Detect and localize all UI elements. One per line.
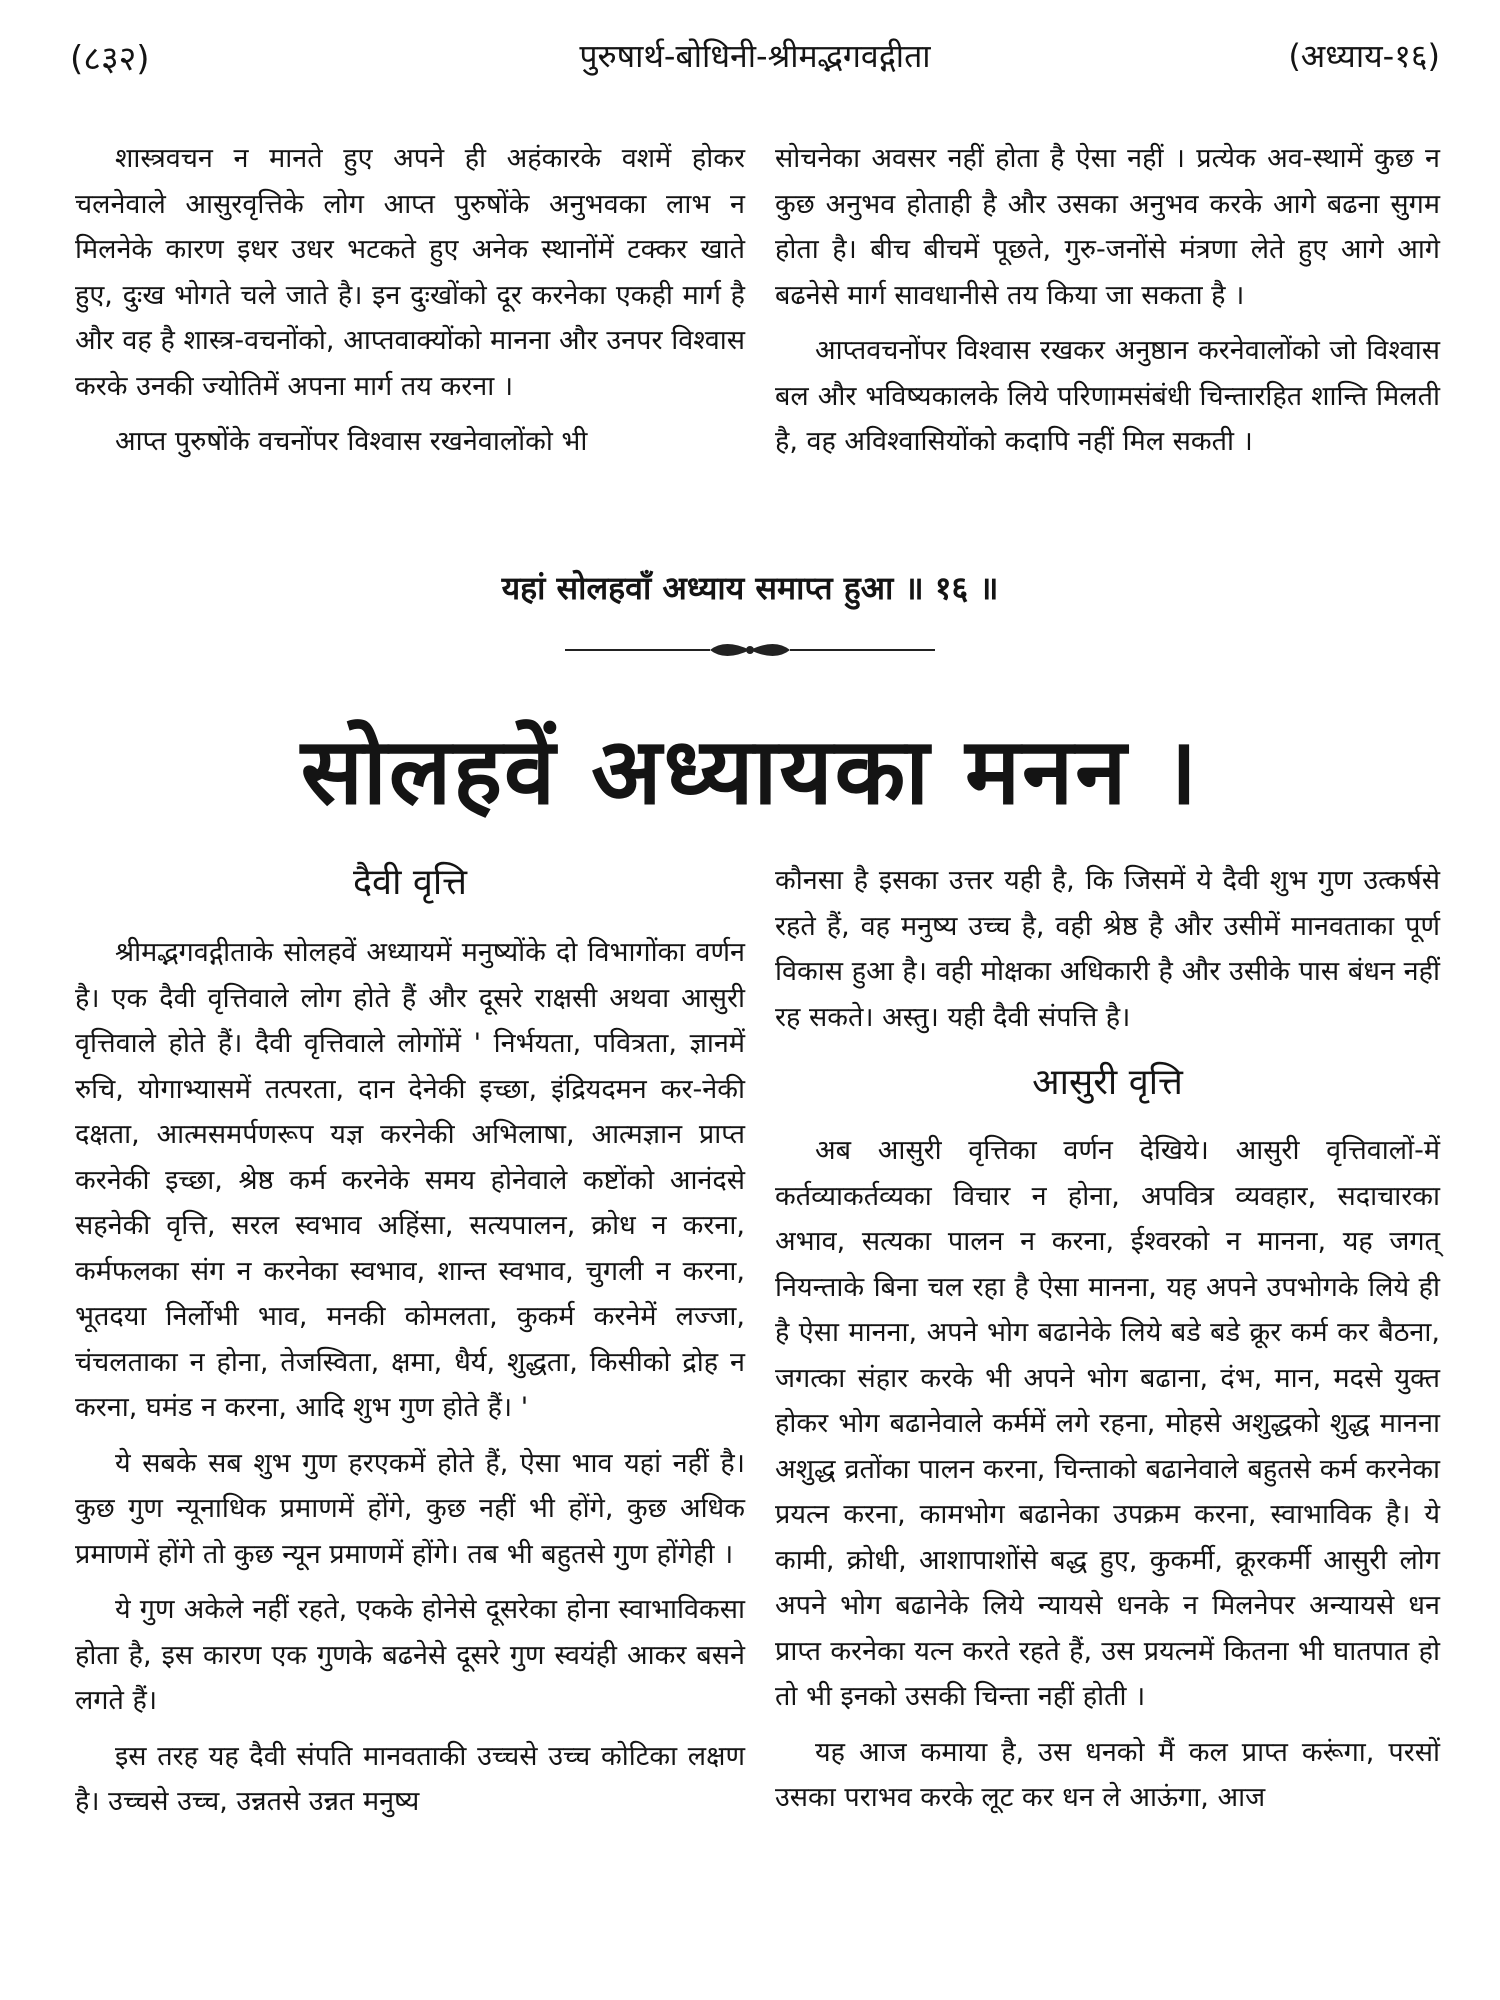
paragraph: आप्त पुरुषोंके वचनोंपर विश्वास रखनेवालोंको भी [115, 426, 588, 457]
paragraph: ये सबके सब शुभ गुण हरएकमें होते हैं, ऐसा भाव यहां नहीं है। कुछ गुण न्यूनाधिक प्रमाणमें होंगे, कुछ नहीं भी होंगे, कुछ अधिक प्रमाणमें होंगे तो कुछ न्यून प्रमाणमें होंगे। तब भी बहुतसे गुण होंगेही । [75, 1447, 745, 1570]
chapter-reference: (अध्याय-१६) [1288, 37, 1440, 75]
paragraph: शास्त्रवचन न मानते हुए अपने ही अहंकारके वशमें होकर चलनेवाले आसुरवृत्तिके लोग आप्त पुरुषोंके अनुभवका लाभ न मिलनेके कारण इधर उधर भटकते हुए अनेक स्थानोंमें टक्कर खाते हुए, दुःख भोगते चले जाते है। इन दुःखोंको दूर करनेका एकही मार्ग है और वह है शास्त्र-वचनोंको, आप्तवाक्योंको मानना और उनपर विश्वास करके उनकी ज्योतिमें अपना मार्ग तय करना । [75, 143, 745, 402]
page-header [70, 34, 1440, 84]
paragraph: ये गुण अकेले नहीं रहते, एकके होनेसे दूसरेका होना स्वाभाविकसा होता है, इस कारण एक गुणके बढनेसे दूसरे गुण स्वयंही आकर बसने लगते हैं। [75, 1594, 745, 1716]
paragraph: श्रीमद्भगवद्गीताके सोलहवें अध्यायमें मनुष्योंके दो विभागोंका वर्णन है। एक दैवी वृत्तिवाले लोग होते हैं और दूसरे राक्षसी अथवा आसुरी वृत्तिवाले होते हैं। दैवी वृत्तिवाले लोगोंमें ' निर्भयता, पवित्रता, ज्ञानमें रुचि, योगाभ्यासमें तत्परता, दान देनेकी इच्छा, इंद्रियदमन कर-नेकी दक्षता, आत्मसमर्पणरूप यज्ञ करनेकी अभिलाषा, आत्मज्ञान प्राप्त करनेकी इच्छा, श्रेष्ठ कर्म करनेके समय होनेवाले कष्टोंको आनंदसे सहनेकी वृत्ति, सरल स्वभाव अहिंसा, सत्यपालन, क्रोध न करना, कर्मफलका संग न करनेका स्वभाव, शान्त स्वभाव, चुगली न करना, भूतदया निर्लोभी भाव, मनकी कोमलता, कुकर्म करनेमें लज्जा, चंचलताका न होना, तेजस्विता, क्षमा, धैर्य, शुद्धता, किसीको द्रोह न करना, घमंड न करना, आदि शुभ गुण होते हैं। ' [75, 937, 745, 1423]
paragraph: अब आसुरी वृत्तिका वर्णन देखिये। आसुरी वृत्तिवालों-में कर्तव्याकर्तव्यका विचार न होना, अपवित्र व्यवहार, सदाचारका अभाव, सत्यका पालन न करना, ईश्वरको न मानना, यह जगत् नियन्ताके बिना चल रहा है ऐसा मानना, यह अपने उपभोगके लिये ही है ऐसा मानना, अपने भोग बढानेके लिये बडे बडे क्रूर कर्म कर बैठना, जगत्का संहार करके भी अपने भोग बढाना, दंभ, मान, मदसे युक्त होकर भोग बढानेवाले कर्ममें लगे रहना, मोहसे अशुद्धको शुद्ध मानना अशुद्ध व्रतोंका पालन करना, चिन्ताको बढानेवाले बहुतसे कर्म करनेका प्रयत्न करना, कामभोग बढानेका उपक्रम करना, स्वाभाविक है। ये कामी, क्रोधी, आशापाशोंसे बद्ध हुए, कुकर्मी, क्रूरकर्मी आसुरी लोग अपने भोग बढानेके लिये न्यायसे धनके न मिलनेपर अन्यायसे धन प्राप्त करनेका यत्न करते रहते हैं, उस प्रयत्नमें कितना भी घातपात हो तो भी इनको उसकी चिन्ता नहीं होती । [775, 1135, 1440, 1712]
ornament-divider [560, 638, 940, 662]
section-heading-asuri: आसुरी वृत्ति [1032, 1062, 1183, 1103]
bottom-left-column [75, 858, 745, 1835]
paragraph: आप्तवचनोंपर विश्वास रखकर अनुष्ठान करनेवालोंको जो विश्वास बल और भविष्यकालके लिये परिणामसंबंधी चिन्तारहित शान्ति मिलती है, वह अविश्वासियोंको कदापि नहीं मिल सकती । [775, 335, 1440, 457]
running-title: पुरुषार्थ-बोधिनी-श्रीमद्भगवद्गीता [579, 37, 931, 75]
page-number: (८३२) [70, 39, 150, 79]
section-heading-daivi: दैवी वृत्ति [352, 862, 468, 903]
top-right-column [775, 136, 1440, 475]
paragraph: कौनसा है इसका उत्तर यही है, कि जिसमें ये दैवी शुभ गुण उत्कर्षसे रहते हैं, वह मनुष्य उच्च है, वही श्रेष्ठ है और उसीमें मानवताका पूर्ण विकास हुआ है। वही मोक्षका अधिकारी है और उसीके पास बंधन नहीं रह सकते। अस्तु। यही दैवी संपत्ति है। [775, 865, 1440, 1033]
paragraph: यह आज कमाया है, उस धनको मैं कल प्राप्त करूंगा, परसों उसका पराभव करके लूट कर धन ले आऊंगा, आज [775, 1736, 1440, 1813]
top-left-column [75, 136, 745, 475]
paragraph: इस तरह यह दैवी संपति मानवताकी उच्चसे उच्च कोटिका लक्षण है। उच्चसे उच्च, उन्नतसे उन्नत मनुष्य [75, 1740, 745, 1817]
chapter-end-line: यहां सोलहवाँ अध्याय समाप्त हुआ ॥ १६ ॥ [501, 569, 999, 607]
main-heading: सोलहवें अध्यायका मनन । [300, 718, 1200, 825]
bottom-right-column [775, 858, 1440, 1831]
paragraph: सोचनेका अवसर नहीं होता है ऐसा नहीं । प्रत्येक अव-स्थामें कुछ न कुछ अनुभव होताही है और उसका अनुभव करके आगे बढना सुगम होता है। बीच बीचमें पूछते, गुरु-जनोंसे मंत्रणा लेते हुए आगे आगे बढनेसे मार्ग सावधानीसे तय किया जा सकता है । [775, 143, 1440, 311]
